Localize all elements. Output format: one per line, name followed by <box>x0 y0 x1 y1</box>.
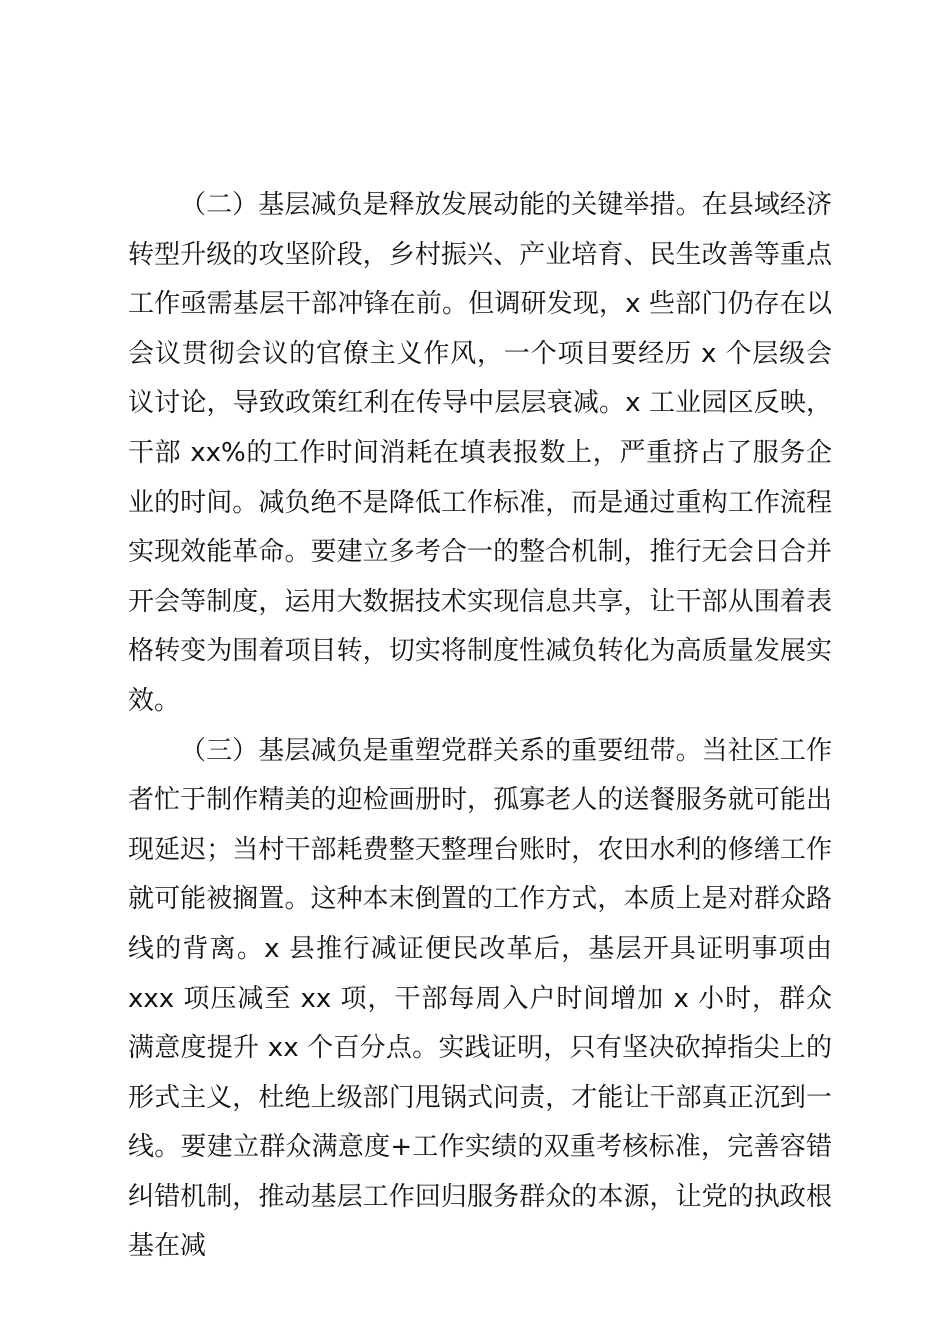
paragraph-section-two: （二）基层减负是释放发展动能的关键举措。在县域经济转型升级的攻坚阶段，乡村振兴、产业培育、民生改善等重点工作亟需基层干部冲锋在前。但调研发现，x 些部门仍存在以会议贯彻会议的官僚主义作风，一个项目要经历 x 个层级会议讨论，导致政策红利在传导中层层衰减。x 工业园区反映，干部 xx%的工作时间消耗在填表报数上，严重挤占了服务企业的时间。减负绝不是降低工作标准，而是通过重构工作流程实现效能革命。要建立多考合一的整合机制，推行无会日合并开会等制度，运用大数据技术实现信息共享，让干部从围着表格转变为围着项目转，切实将制度性减负转化为高质量发展实效。 <box>128 190 832 716</box>
paragraph-section-three: （三）基层减负是重塑党群关系的重要纽带。当社区工作者忙于制作精美的迎检画册时，孤寡老人的送餐服务就可能出现延迟；当村干部耗费整天整理台账时，农田水利的修缮工作就可能被搁置。这种本末倒置的工作方式，本质上是对群众路线的背离。x 县推行减证便民改革后，基层开具证明事项由 xxx 项压减至 xx 项，干部每周入户时间增加 x 小时，群众满意度提升 xx 个百分点。实践证明，只有坚决砍掉指尖上的形式主义，杜绝上级部门甩锅式问责，才能让干部真正沉到一线。要建立群众满意度+工作实绩的双重考核标准，完善容错纠错机制，推动基层工作回归服务群众的本源，让党的执政根基在减 <box>128 735 832 1262</box>
document-body <box>128 181 832 1272</box>
